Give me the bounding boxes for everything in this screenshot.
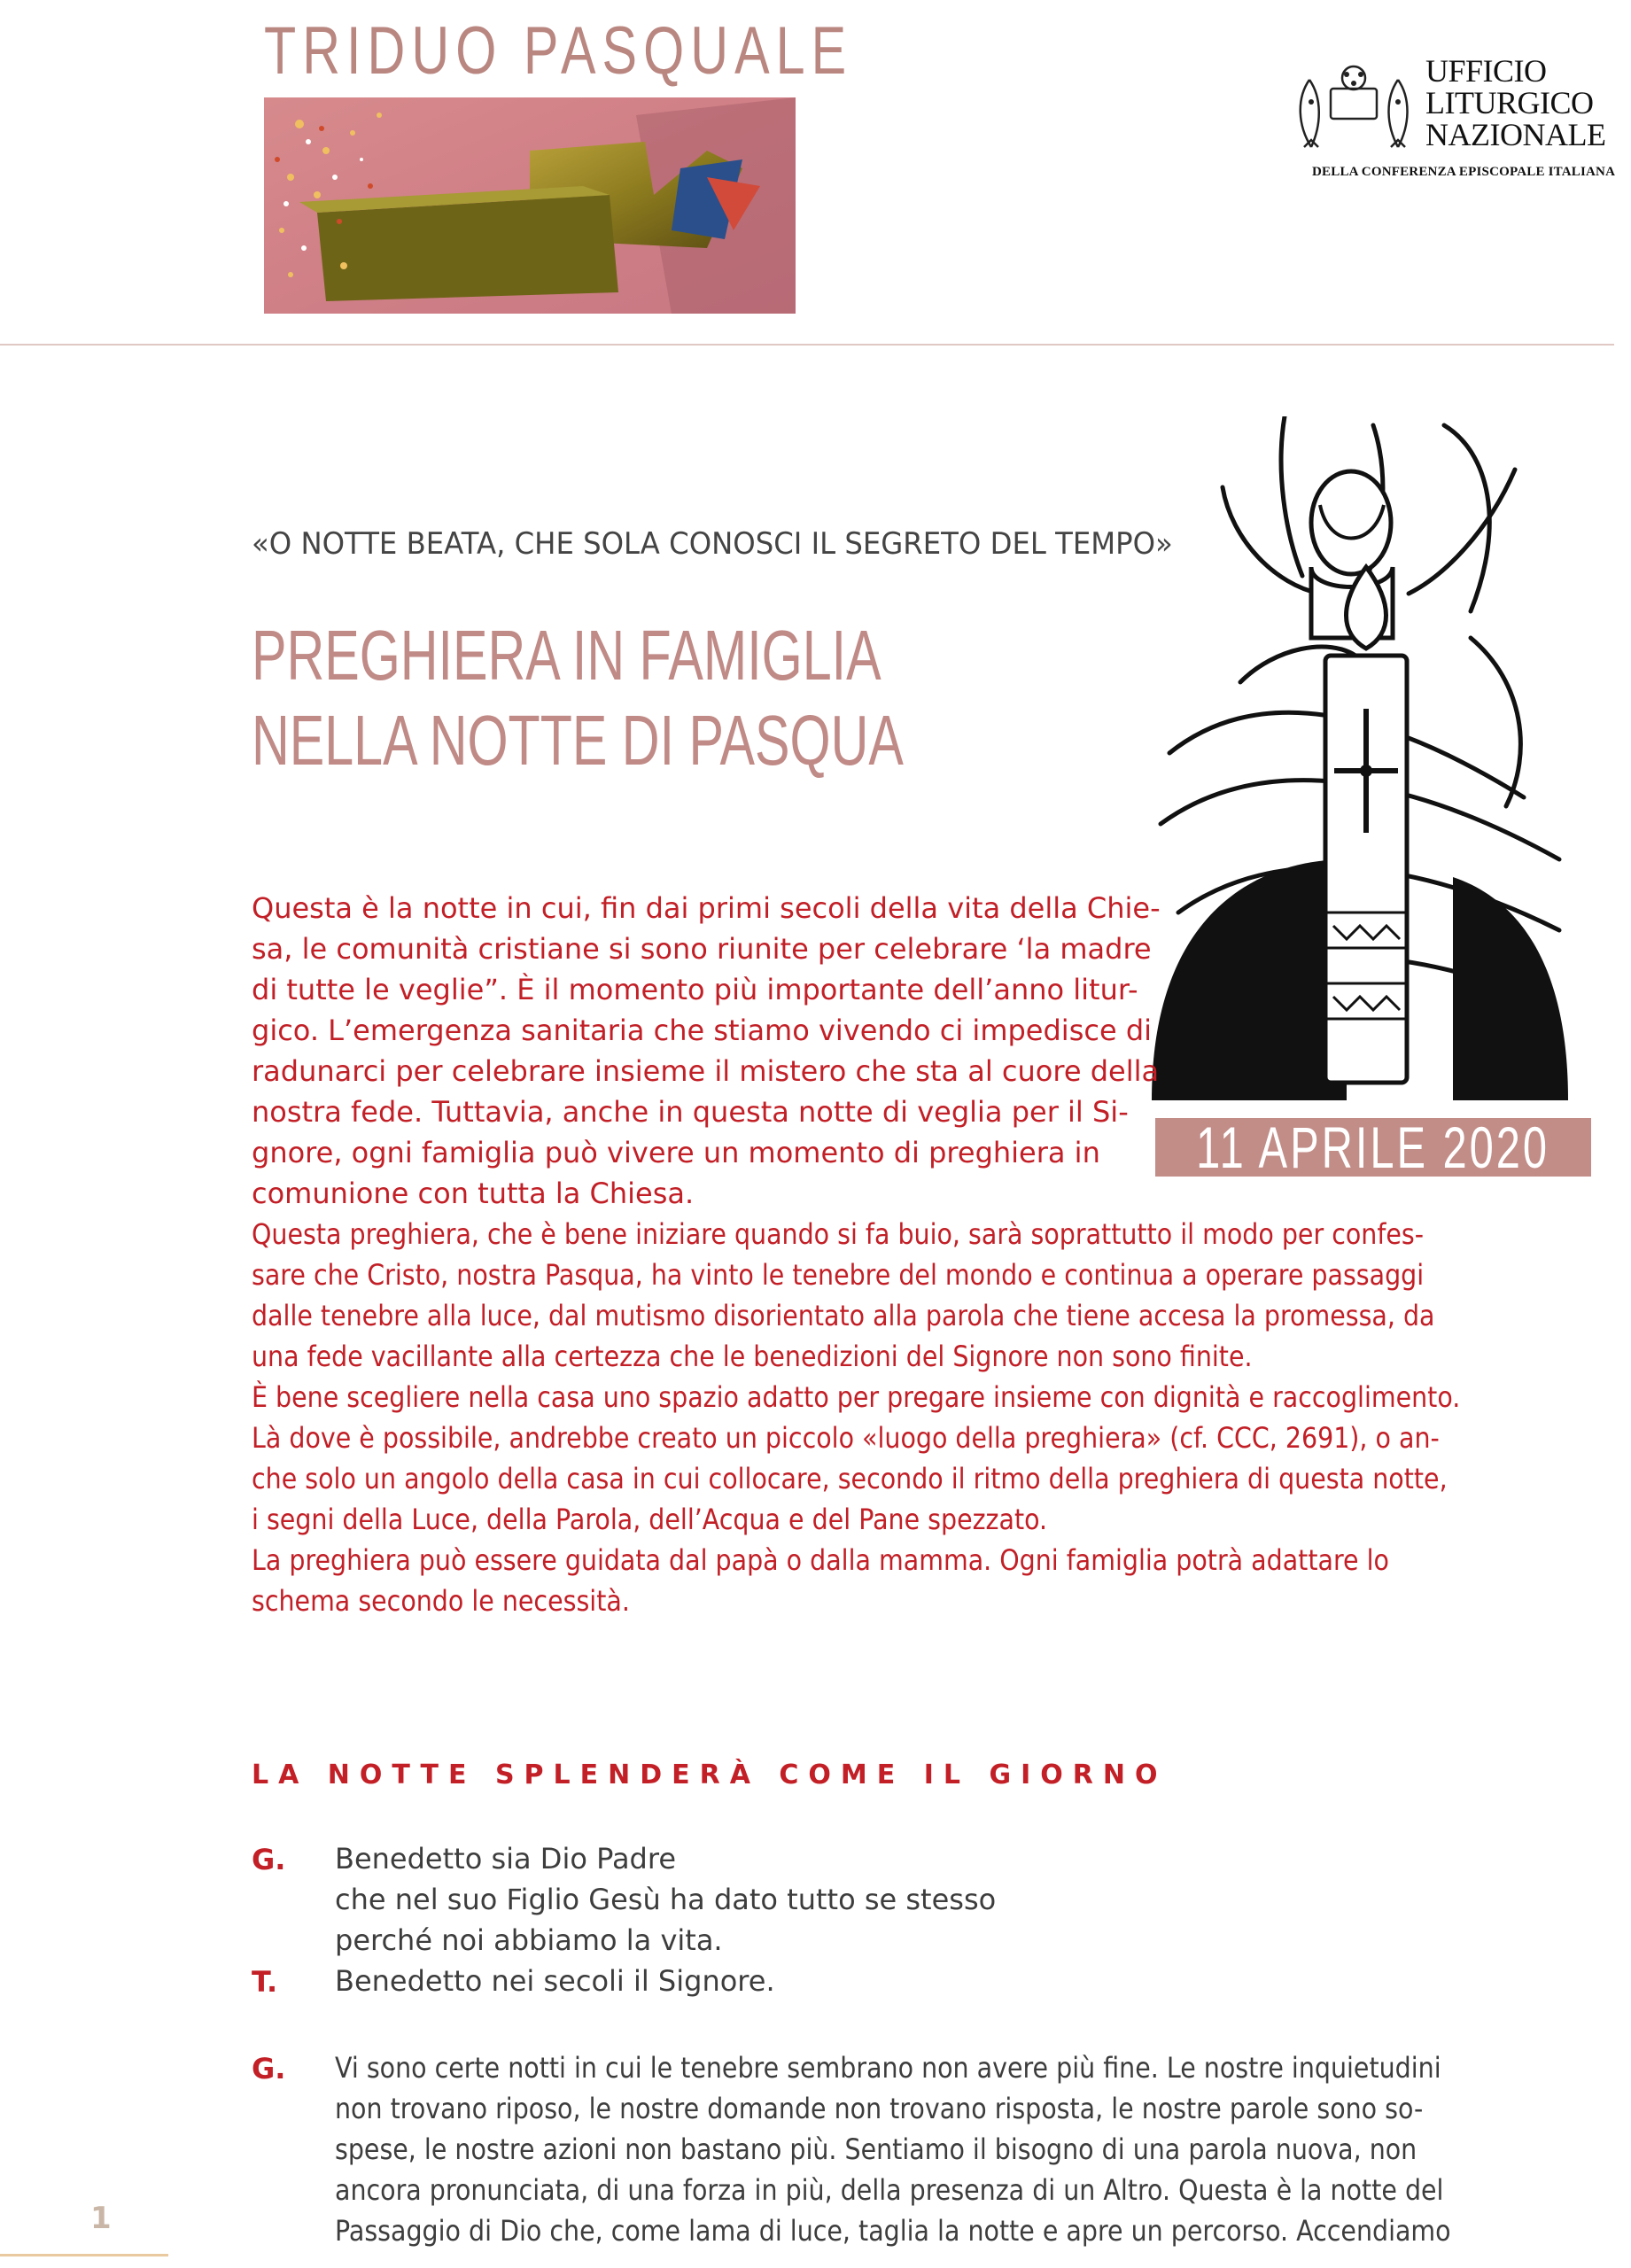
logo-subtitle: DELLA CONFERENZA EPISCOPALE ITALIANA — [1312, 165, 1616, 179]
header-title: TRIDUO PASQUALE — [264, 13, 853, 89]
intro-line: comunione con tutta la Chiesa. — [252, 1177, 695, 1210]
body-line: schema secondo le necessità. — [252, 1584, 630, 1618]
intro-line: sa, le comunità cristiane si sono riunite per celebrare ‘la madre — [252, 932, 1152, 966]
prayer-line: Benedetto sia Dio Padre — [335, 1842, 676, 1876]
prayer-line: ancora pronunciata, di una forza in più, della presenza di un Altro. Questa è la notte del — [335, 2173, 1444, 2207]
prayer-line: Vi sono certe notti in cui le tenebre sembrano non avere più fine. Le nostre inquietudini — [335, 2051, 1441, 2085]
body-line: che solo un angolo della casa in cui collocare, secondo il ritmo della preghiera di questa notte, — [252, 1462, 1448, 1495]
quote-heading: «O NOTTE BEATA, CHE SOLA CONOSCI IL SEGRETO DEL TEMPO» — [252, 526, 1173, 562]
fish-emblem-icon — [1297, 62, 1412, 159]
prayer-line: che nel suo Figlio Gesù ha dato tutto se stesso — [335, 1883, 997, 1916]
header-divider — [0, 344, 1614, 346]
logo-line-3: NAZIONALE — [1425, 117, 1606, 152]
speaker-tag: T. — [252, 1965, 278, 1999]
intro-line: nostra fede. Tuttavia, anche in questa notte di veglia per il Si- — [252, 1095, 1129, 1129]
body-line: dalle tenebre alla luce, dal mutismo disorientato alla parola che tiene accesa la promessa, da — [252, 1299, 1435, 1332]
body-line: una fede vacillante alla certezza che le benedizioni del Signore non sono finite. — [252, 1340, 1253, 1373]
body-line: sare che Cristo, nostra Pasqua, ha vinto le tenebre del mondo e continua a operare passaggi — [252, 1258, 1425, 1292]
intro-line: gico. L’emergenza sanitaria che stiamo vivendo ci impedisce di — [252, 1014, 1153, 1047]
body-line: È bene scegliere nella casa uno spazio adatto per pregare insieme con dignità e raccoglimento. — [252, 1380, 1461, 1414]
page-title-line-2: NELLA NOTTE DI PASQUA — [252, 701, 904, 780]
risen-christ-candle-illustration — [1152, 416, 1568, 1100]
page-number: 1 — [90, 2201, 112, 2236]
prayer-line: spese, le nostre azioni non bastano più. Sentiamo il bisogno di una parola nuova, non — [335, 2132, 1417, 2166]
prayer-line: Benedetto nei secoli il Signore. — [335, 1964, 775, 1998]
prayer-line: Passaggio di Dio che, come lama di luce, taglia la notte e apre un percorso. Accendiamo — [335, 2214, 1451, 2248]
date-text: 11 APRILE 2020 — [1196, 1115, 1550, 1180]
prayer-line: non trovano riposo, le nostre domande non trovano risposta, le nostre parole sono so- — [335, 2092, 1424, 2125]
date-banner — [1155, 1115, 1591, 1180]
body-line: La preghiera può essere guidata dal papà o dalla mamma. Ogni famiglia potrà adattare lo — [252, 1543, 1389, 1577]
section-heading: LA NOTTE SPLENDERÀ COME IL GIORNO — [252, 1759, 1168, 1790]
logo-text — [1425, 55, 1605, 151]
body-line: i segni della Luce, della Parola, dell’Acqua e del Pane spezzato. — [252, 1503, 1048, 1536]
page-title-line-1: PREGHIERA IN FAMIGLIA — [252, 616, 882, 695]
intro-line: radunarci per celebrare insieme il mistero che sta al cuore della — [252, 1054, 1160, 1088]
speaker-tag: G. — [252, 1843, 286, 1876]
intro-line: gnore, ogni famiglia può vivere un momento di preghiera in — [252, 1136, 1100, 1169]
intro-line: di tutte le veglie”. È il momento più importante dell’anno litur- — [252, 973, 1138, 1006]
logo-line-1: UFFICIO — [1425, 53, 1547, 89]
logo-line-2: LITURGICO — [1425, 85, 1594, 120]
body-line: Là dove è possibile, andrebbe creato un piccolo «luogo della preghiera» (cf. CCC, 2691), o an- — [252, 1421, 1440, 1455]
body-line: Questa preghiera, che è bene iniziare quando si fa buio, sarà soprattutto il modo per confes- — [252, 1217, 1424, 1251]
prayer-line: perché noi abbiamo la vita. — [335, 1923, 723, 1957]
header-artwork — [264, 97, 796, 314]
page-number-rule — [0, 2254, 168, 2256]
speaker-tag: G. — [252, 2052, 286, 2085]
intro-line: Questa è la notte in cui, fin dai primi secoli della vita della Chie- — [252, 891, 1161, 925]
